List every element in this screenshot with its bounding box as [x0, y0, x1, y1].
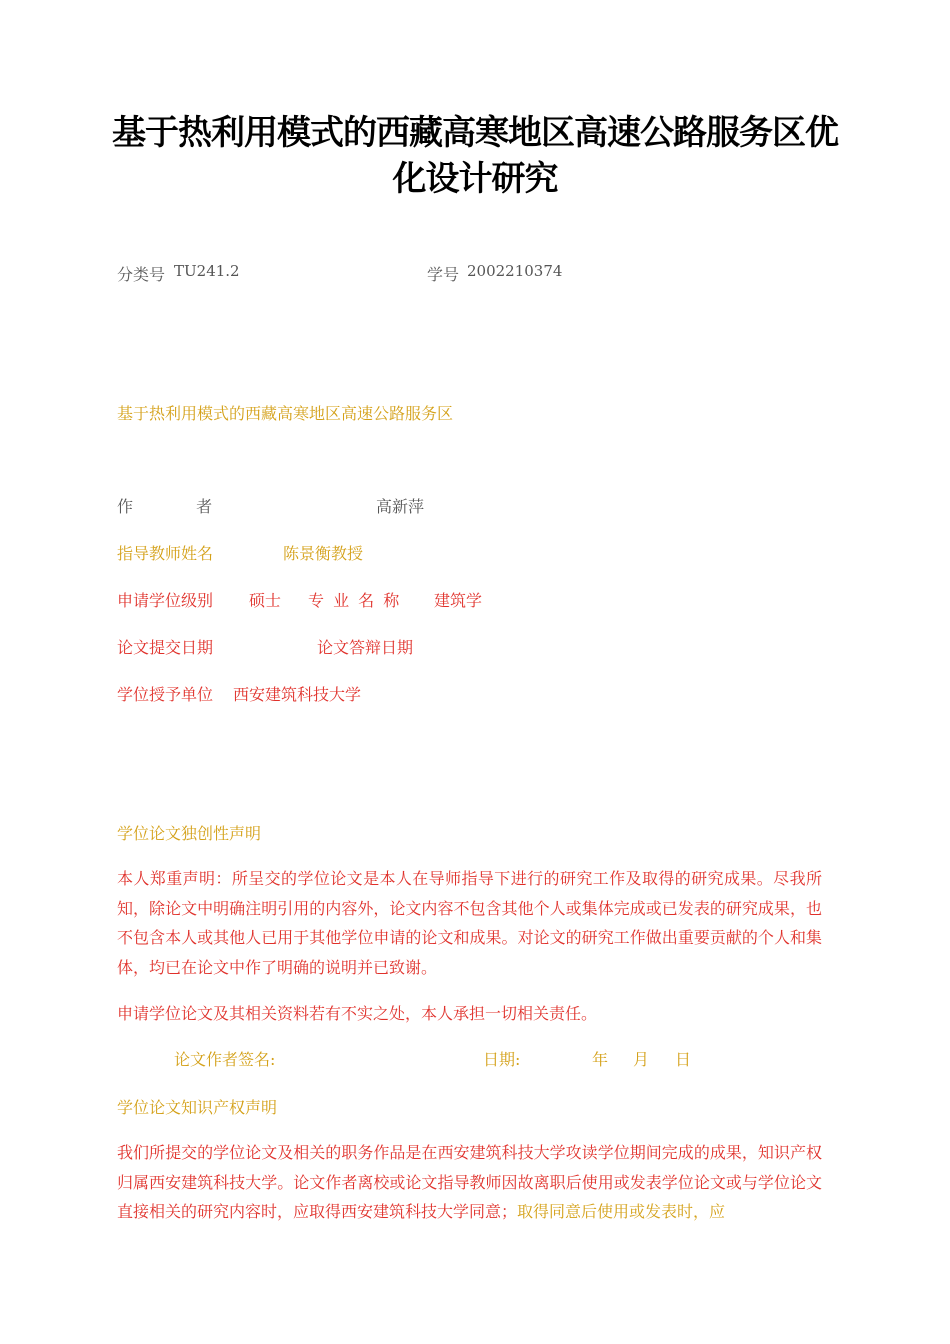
ip-body: [117, 1138, 822, 1227]
degree-value: 硕士: [249, 591, 282, 610]
originality-heading: 学位论文独创性声明: [117, 824, 262, 843]
major-value: 建筑学: [434, 591, 483, 610]
responsibility-statement: 申请学位论文及其相关资料若有不实之处，本人承担一切相关责任。: [117, 1004, 598, 1023]
classification-label: 分类号: [117, 265, 166, 284]
student-no-label: 学号: [427, 265, 460, 284]
student-no-value: 2002210374: [467, 262, 563, 280]
originality-body: 本人郑重声明：所呈交的学位论文是本人在导师指导下进行的研究工作及取得的研究成果。尽我所知，除论文中明确注明引用的内容外，论文内容不包含其他个人或集体完成或已发表的研究成果，也不包含本人或其他人已用于其他学位申请的论文和成果。对论文的研究工作做出重要贡献的个人和集体，均已在论文中作了明确的说明并已致谢。: [117, 869, 822, 977]
document-title: 基于热利用模式的西藏高寒地区高速公路服务区优化设计研究: [112, 113, 838, 199]
month-label: 月: [633, 1050, 650, 1069]
ip-body-gold: 取得同意后使用或发表时，应: [517, 1202, 726, 1221]
signature-label: 论文作者签名:: [174, 1050, 276, 1069]
submit-date-label: 论文提交日期: [117, 638, 214, 657]
classification-value: TU241.2: [174, 262, 240, 280]
major-label: 专 业 名 称: [308, 591, 402, 610]
advisor-name: 陈景衡教授: [283, 544, 364, 563]
advisor-label: 指导教师姓名: [117, 544, 214, 563]
ip-heading: 学位论文知识产权声明: [117, 1098, 278, 1117]
subtitle: 基于热利用模式的西藏高寒地区高速公路服务区: [117, 404, 454, 423]
date-label: 日期:: [483, 1050, 521, 1069]
year-label: 年: [592, 1050, 609, 1069]
ip-body-red: 我们所提交的学位论文及相关的职务作品是在西安建筑科技大学攻读学位期间完成的成果，知识产权归属西安建筑科技大学。论文作者离校或论文指导教师因故离职后使用或发表学位论文或与学位论文直接相关的研究内容时，应取得西安建筑科技大学同意；: [117, 1143, 822, 1221]
grantor-label: 学位授予单位: [117, 685, 214, 704]
degree-label: 申请学位级别: [117, 591, 214, 610]
author-label: 作 者: [117, 497, 213, 516]
day-label: 日: [675, 1050, 692, 1069]
author-name: 高新萍: [376, 497, 425, 516]
grantor-value: 西安建筑科技大学: [233, 685, 362, 704]
defense-date-label: 论文答辩日期: [317, 638, 414, 657]
